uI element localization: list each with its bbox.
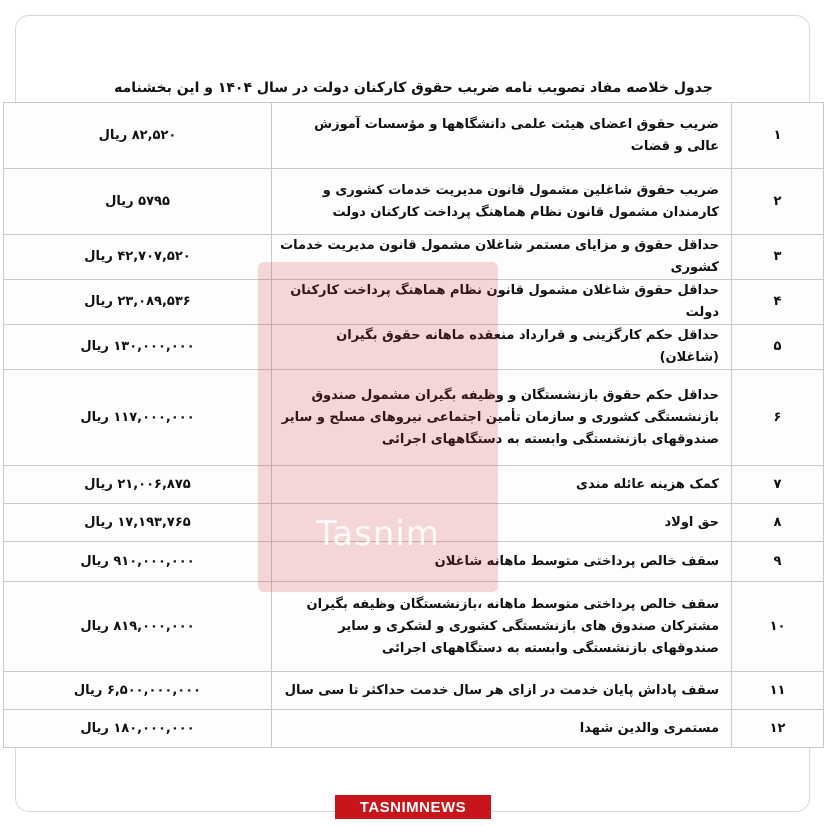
row-value: ۱۷,۱۹۳,۷۶۵ ریال [4,504,272,542]
row-value: ۱۸۰,۰۰۰,۰۰۰ ریال [4,710,272,748]
row-value: ۸۲,۵۲۰ ریال [4,103,272,169]
row-description: ضریب حقوق شاغلین مشمول قانون مدیریت خدمات کشوری و کارمندان مشمول قانون نظام هماهنگ پرداخت کارکنان دولت [272,169,732,235]
watermark-text: Tasnim [316,514,440,554]
table-row [4,710,824,748]
row-description: سقف خالص پرداختی متوسط ماهانه شاغلان [272,542,732,582]
salary-table [3,102,824,748]
row-number: ۴ [732,280,824,325]
table-row [4,103,824,169]
table-row [4,235,824,280]
row-number: ۶ [732,370,824,466]
table-row [4,370,824,466]
row-description: سقف خالص پرداختی متوسط ماهانه ،بازنشستگان وظیفه بگیران مشترکان صندوق های بازنشستگی کشوری و لشکری و سایر صندوقهای بازنشستگی وابسته به دستگاههای اجرائی [272,582,732,672]
row-value: ۸۱۹,۰۰۰,۰۰۰ ریال [4,582,272,672]
row-description: حداقل حقوق شاغلان مشمول قانون نظام هماهنگ پرداخت کارکنان دولت [272,280,732,325]
row-number: ۱۱ [732,672,824,710]
tasnimnews-logo: TASNIMNEWS [335,795,491,819]
row-number: ۲ [732,169,824,235]
row-number: ۱ [732,103,824,169]
row-description: کمک هزینه عائله مندی [272,466,732,504]
row-description: سقف پاداش پایان خدمت در ازای هر سال خدمت حداکثر تا سی سال [272,672,732,710]
table-row [4,542,824,582]
row-value: ۴۲,۷۰۷,۵۲۰ ریال [4,235,272,280]
row-number: ۳ [732,235,824,280]
table-row [4,169,824,235]
table-row [4,582,824,672]
row-value: ۹۱۰,۰۰۰,۰۰۰ ریال [4,542,272,582]
table-row [4,325,824,370]
row-number: ۵ [732,325,824,370]
table-row [4,504,824,542]
row-value: ۱۳۰,۰۰۰,۰۰۰ ریال [4,325,272,370]
row-description: مستمری والدین شهدا [272,710,732,748]
row-value: ۲۳,۰۸۹,۵۳۶ ریال [4,280,272,325]
row-number: ۹ [732,542,824,582]
table-title: جدول خلاصه مفاد تصویب نامه ضریب حقوق کارکنان دولت در سال ۱۴۰۴ و این بخشنامه [114,80,713,96]
table-row [4,466,824,504]
row-number: ۱۲ [732,710,824,748]
row-number: ۸ [732,504,824,542]
row-number: ۷ [732,466,824,504]
table-row [4,672,824,710]
row-value: ۲۱,۰۰۶,۸۷۵ ریال [4,466,272,504]
row-description: حداقل حکم حقوق بازنشستگان و وظیفه بگیران مشمول صندوق بازنشستگی کشوری و سازمان تأمین اجتماعی نیروهای مسلح و سایر صندوقهای بازنشستگی وابسته به دستگاههای اجرائی [272,370,732,466]
table-row [4,280,824,325]
row-description: ضریب حقوق اعضای هیئت علمی دانشگاهها و مؤسسات آموزش عالی و قضات [272,103,732,169]
row-number: ۱۰ [732,582,824,672]
row-value: ۶,۵۰۰,۰۰۰,۰۰۰ ریال [4,672,272,710]
row-description: حق اولاد [272,504,732,542]
row-description: حداقل حقوق و مزایای مستمر شاغلان مشمول قانون مدیریت خدمات کشوری [272,235,732,280]
row-description: حداقل حکم کارگزینی و قرارداد منعقده ماهانه حقوق بگیران (شاغلان) [272,325,732,370]
row-value: ۱۱۷,۰۰۰,۰۰۰ ریال [4,370,272,466]
row-value: ۵۷۹۵ ریال [4,169,272,235]
